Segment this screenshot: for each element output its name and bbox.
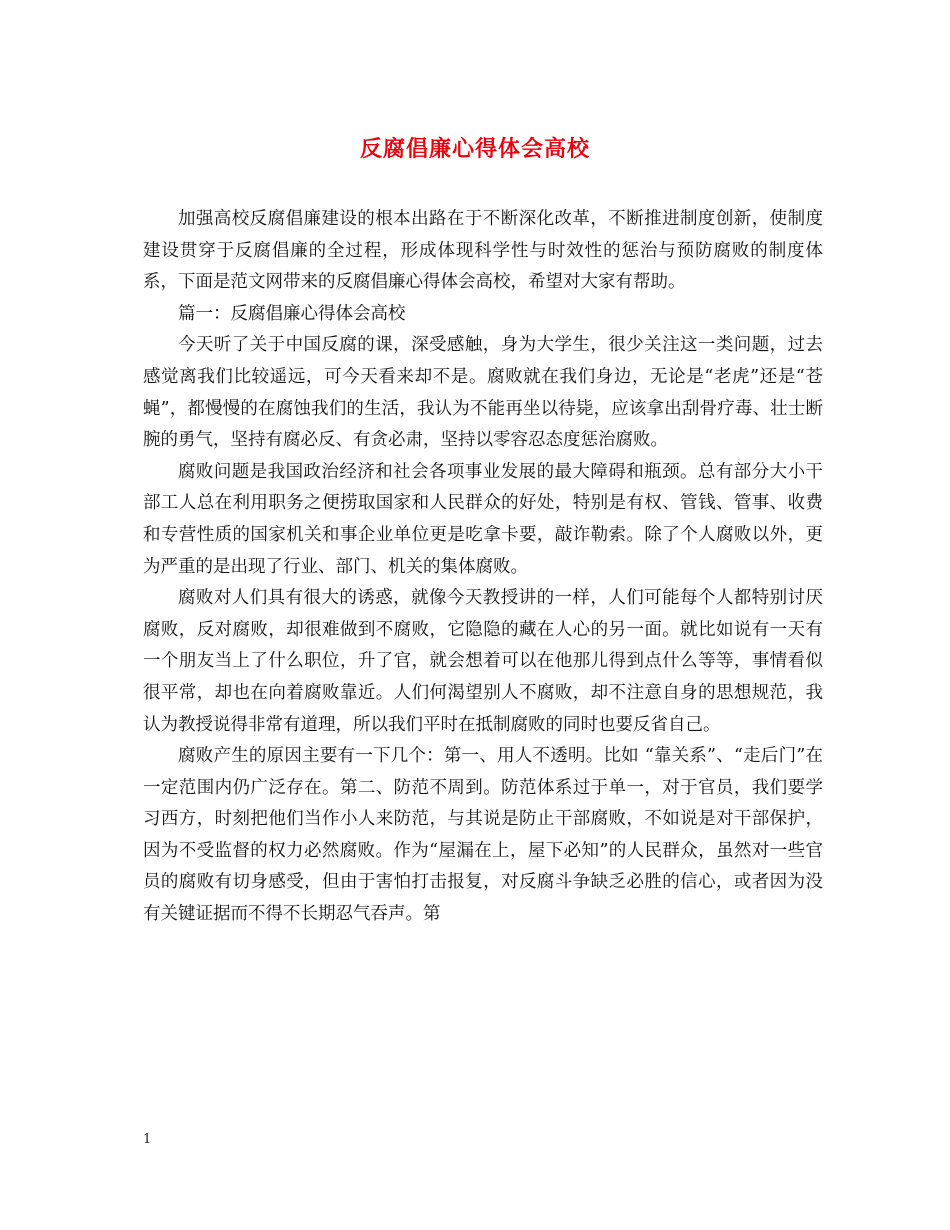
body-paragraph: 腐败产生的原因主要有一下几个：第一、用人不透明。比如 “靠关系”、“走后门”在一定范围内仍广泛存在。第二、防范不周到。防范体系过于单一，对于官员，我们要学习西方，时刻把他们当作小人来防范，与其说是防止干部腐败，不如说是对干部保护，因为不受监督的权力必然腐败。作为“屋漏在上，屋下必知”的人民群众，虽然对一些官员的腐败有切身感受，但由于害怕打击报复，对反腐斗争缺乏必胜的信心，或者因为没有关键证据而不得不长期忍气吞声。第	[143, 746, 823, 925]
intro-paragraph: 加强高校反腐倡廉建设的根本出路在于不断深化改革，不断推进制度创新，使制度建设贯穿于反腐倡廉的全过程，形成体现科学性与时效性的惩治与预防腐败的制度体系，下面是范文网带来的反腐倡廉心得体会高校，希望对大家有帮助。	[143, 209, 823, 293]
body-paragraph: 今天听了关于中国反腐的课，深受感触，身为大学生，很少关注这一类问题，过去感觉离我们比较遥远，可今天看来却不是。腐败就在我们身边，无论是“老虎”还是“苍蝇”，都慢慢的在腐蚀我们的生活，我认为不能再坐以待毙，应该拿出刮骨疗毒、壮士断腕的勇气，坚持有腐必反、有贪必肃，坚持以零容忍态度惩治腐败。	[143, 335, 823, 451]
page-number: 1	[143, 1132, 152, 1147]
document-title: 反腐倡廉心得体会高校	[359, 136, 590, 162]
document-body	[143, 204, 823, 931]
section-heading: 篇一：反腐倡廉心得体会高校	[178, 303, 406, 324]
body-paragraph: 腐败对人们具有很大的诱惑，就像今天教授讲的一样，人们可能每个人都特别讨厌腐败，反对腐败，却很难做到不腐败，它隐隐的藏在人心的另一面。就比如说有一天有一个朋友当上了什么职位，升了官，就会想着可以在他那儿得到点什么等等，事情看似很平常，却也在向着腐败靠近。人们何渴望别人不腐败，却不注意自身的思想规范，我认为教授说得非常有道理，所以我们平时在抵制腐败的同时也要反省自己。	[143, 588, 823, 735]
body-paragraph: 腐败问题是我国政治经济和社会各项事业发展的最大障碍和瓶颈。总有部分大小干部工人总在利用职务之便捞取国家和人民群众的好处，特别是有权、管钱、管事、收费和专营性质的国家机关和事企业单位更是吃拿卡要，敲诈勒索。除了个人腐败以外，更为严重的是出现了行业、部门、机关的集体腐败。	[143, 461, 823, 577]
